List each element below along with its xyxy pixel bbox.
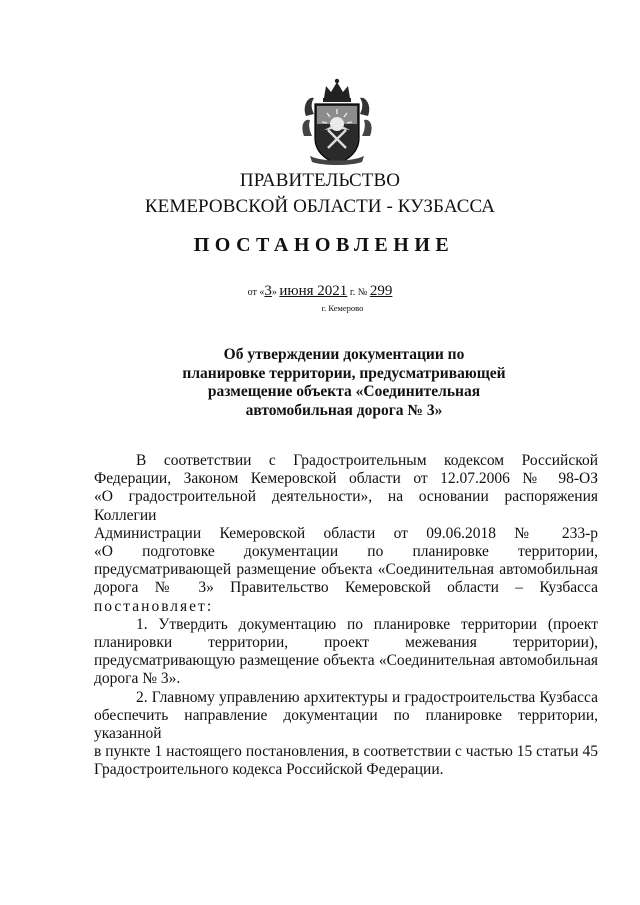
date-day: 3 [264, 283, 272, 299]
subject-line: планировке территории, предусматривающей [182, 364, 506, 382]
body-line: 1. Утвердить документацию по планировке территории (проект [136, 615, 598, 633]
organization-name-line1: ПРАВИТЕЛЬСТВО [239, 170, 401, 191]
city-name: г. Кемерово [321, 303, 364, 313]
body-line: дорога № 3» Правительство Кемеровской области – Кузбасса [94, 579, 598, 597]
paragraph-item-1 [94, 616, 598, 689]
body-line: в пункте 1 настоящего постановления, в соответствии с частью 15 статьи 45 [94, 743, 598, 761]
body-line: Федерации, Законом Кемеровской области от 12.07.2006 № 98-ОЗ [94, 470, 598, 488]
document-body [94, 452, 598, 780]
subject-line: размещение объекта «Соединительная [207, 383, 481, 400]
organization-name-line2: КЕМЕРОВСКОЙ ОБЛАСТИ - КУЗБАССА [144, 196, 496, 217]
body-line: планировки территории, проект межевания территории), [94, 634, 598, 652]
body-line: обеспечить направление документации по планировке территории, указанной [94, 706, 598, 743]
subject-line: автомобильная дорога № 3» [245, 401, 443, 419]
document-date-line [0, 283, 640, 300]
body-line: предусматривающую размещение объекта «Соединительная автомобильная [94, 652, 598, 670]
subject-line: Об утверждении документации по [223, 346, 465, 363]
date-mid: » [271, 287, 277, 298]
number-prefix: № [357, 287, 368, 298]
date-prefix: от « [247, 287, 265, 298]
document-type-title: ПОСТАНОВЛЕНИЕ [193, 234, 455, 256]
paragraph-item-2 [94, 689, 598, 780]
body-line: «О градостроительной деятельности», на основании распоряжения Коллегии [94, 488, 598, 524]
document-number: 299 [369, 283, 393, 299]
paragraph-preamble [94, 452, 598, 616]
date-month-year: июня 2021 [279, 283, 348, 299]
body-line: 2. Главному управлению архитектуры и градостроительства Кузбасса [136, 688, 598, 706]
body-line: Администрации Кемеровской области от 09.06.2018 № 233-р [94, 524, 598, 542]
body-line: дорога № 3». [94, 670, 181, 688]
date-year-suffix: г. [349, 287, 356, 298]
body-line: постановляет: [94, 597, 214, 615]
body-line: предусматривающей размещение объекта «Соединительная автомобильная [94, 561, 598, 579]
body-line: «О подготовке документации по планировке территории, [94, 543, 598, 561]
body-line: Градостроительного кодекса Российской Федерации. [94, 761, 444, 779]
body-line: В соответствии с Градостроительным кодексом Российской [136, 452, 598, 469]
document-subject [180, 346, 508, 420]
coat-of-arms-emblem [300, 76, 374, 168]
